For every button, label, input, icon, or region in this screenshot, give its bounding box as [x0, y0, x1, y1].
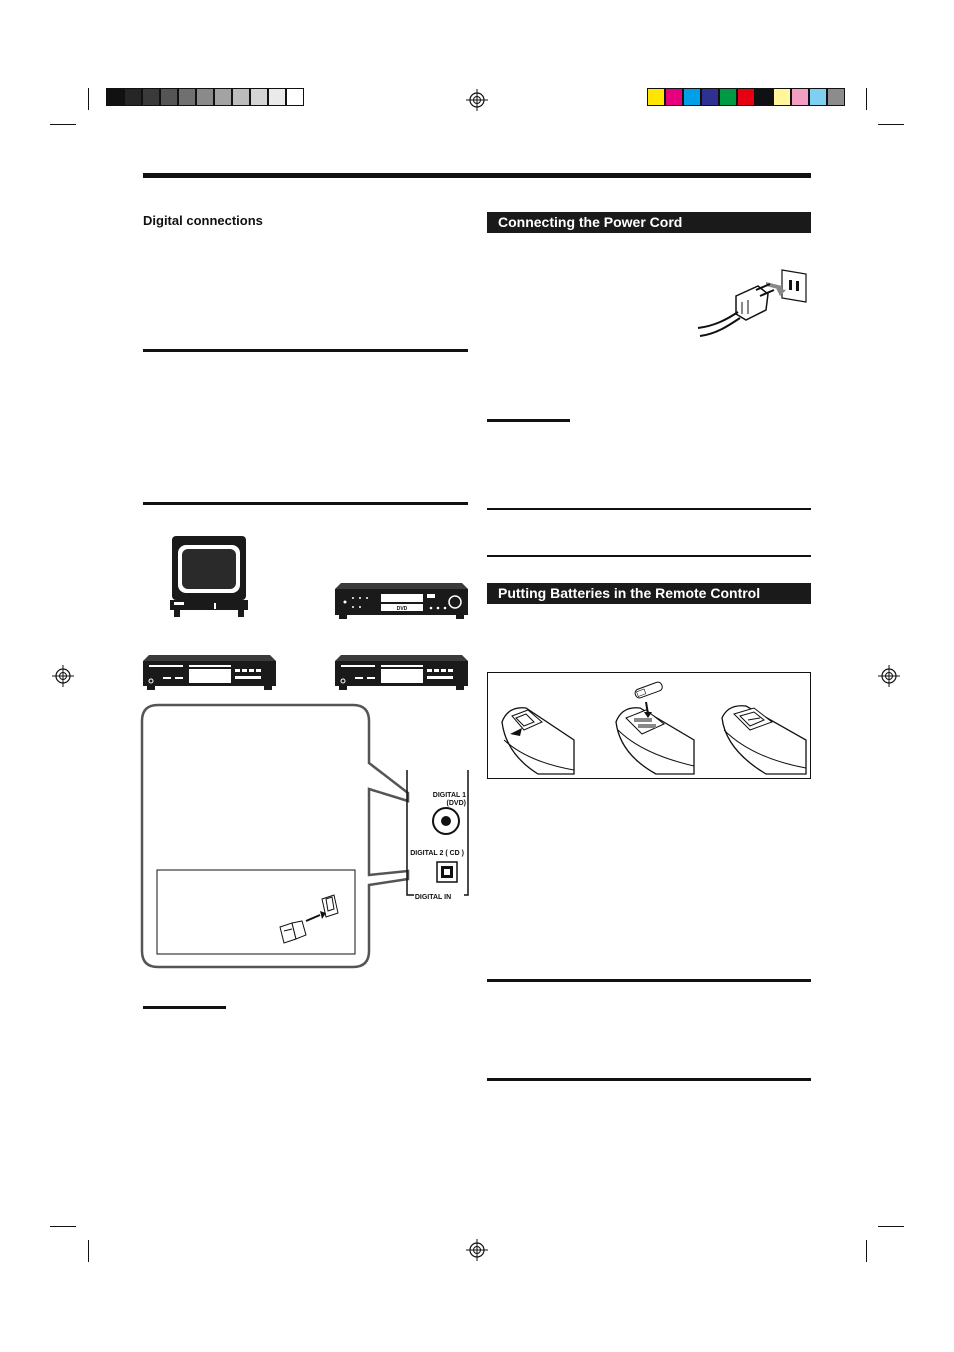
- calibration-swatch: [647, 88, 665, 106]
- calibration-swatch: [124, 88, 142, 106]
- calibration-swatch: [286, 88, 304, 106]
- crop-mark: [878, 1226, 904, 1227]
- calibration-swatch: [106, 88, 124, 106]
- digital-in-label: DIGITAL IN: [414, 894, 452, 901]
- registration-mark-icon: [466, 89, 488, 111]
- calibration-swatch: [214, 88, 232, 106]
- section-rule: [487, 508, 811, 510]
- cd-player-icon: [335, 655, 468, 690]
- calibration-swatch: [142, 88, 160, 106]
- digital1-label: DIGITAL 1: [432, 792, 466, 799]
- calibration-swatch: [232, 88, 250, 106]
- remote-close-cover-icon: [718, 700, 808, 776]
- top-rule: [143, 173, 811, 178]
- crop-mark: [866, 88, 867, 110]
- power-cord-heading: Connecting the Power Cord: [487, 212, 811, 233]
- calibration-swatch: [791, 88, 809, 106]
- section-rule: [143, 502, 468, 505]
- calibration-swatch: [827, 88, 845, 106]
- calibration-swatch: [160, 88, 178, 106]
- crop-mark: [50, 1226, 76, 1227]
- remote-open-cover-icon: [498, 700, 576, 776]
- dust-cap-icon: [278, 893, 348, 945]
- crop-mark: [50, 124, 76, 125]
- crop-mark: [88, 1240, 89, 1262]
- calibration-swatch: [250, 88, 268, 106]
- calibration-swatch: [737, 88, 755, 106]
- calibration-swatch: [773, 88, 791, 106]
- digital2-label: DIGITAL 2 ( CD ): [410, 850, 464, 857]
- note-underline: [143, 1006, 226, 1009]
- optical-jack-icon[interactable]: [436, 861, 458, 883]
- cd-player-icon: [143, 655, 276, 690]
- section-rule: [143, 349, 468, 352]
- calibration-swatch: [196, 88, 214, 106]
- tv-icon: [170, 535, 248, 618]
- note-underline: [487, 419, 570, 422]
- calibration-swatch: [809, 88, 827, 106]
- calibration-swatch: [755, 88, 773, 106]
- battery-insert-icon: [608, 682, 696, 776]
- calibration-swatch: [178, 88, 196, 106]
- batteries-heading: Putting Batteries in the Remote Control: [487, 583, 811, 604]
- calibration-swatch: [683, 88, 701, 106]
- dvd-player-icon: [335, 583, 468, 619]
- calibration-swatch: [719, 88, 737, 106]
- calibration-swatch: [268, 88, 286, 106]
- crop-mark: [88, 88, 89, 110]
- calibration-swatch: [701, 88, 719, 106]
- calibration-swatch: [665, 88, 683, 106]
- power-plug-icon: [696, 268, 810, 340]
- registration-mark-icon: [466, 1239, 488, 1261]
- registration-mark-icon: [878, 665, 900, 687]
- section-rule: [487, 1078, 811, 1081]
- coaxial-jack-icon[interactable]: [431, 806, 461, 836]
- digital-connections-heading: Digital connections: [143, 213, 263, 228]
- dvd-badge: DVD: [396, 606, 408, 612]
- digital1-sub-label: (DVD): [446, 800, 466, 807]
- crop-mark: [878, 124, 904, 125]
- section-rule: [487, 555, 811, 557]
- crop-mark: [866, 1240, 867, 1262]
- registration-mark-icon: [52, 665, 74, 687]
- section-rule: [487, 979, 811, 982]
- rear-panel: [404, 770, 470, 904]
